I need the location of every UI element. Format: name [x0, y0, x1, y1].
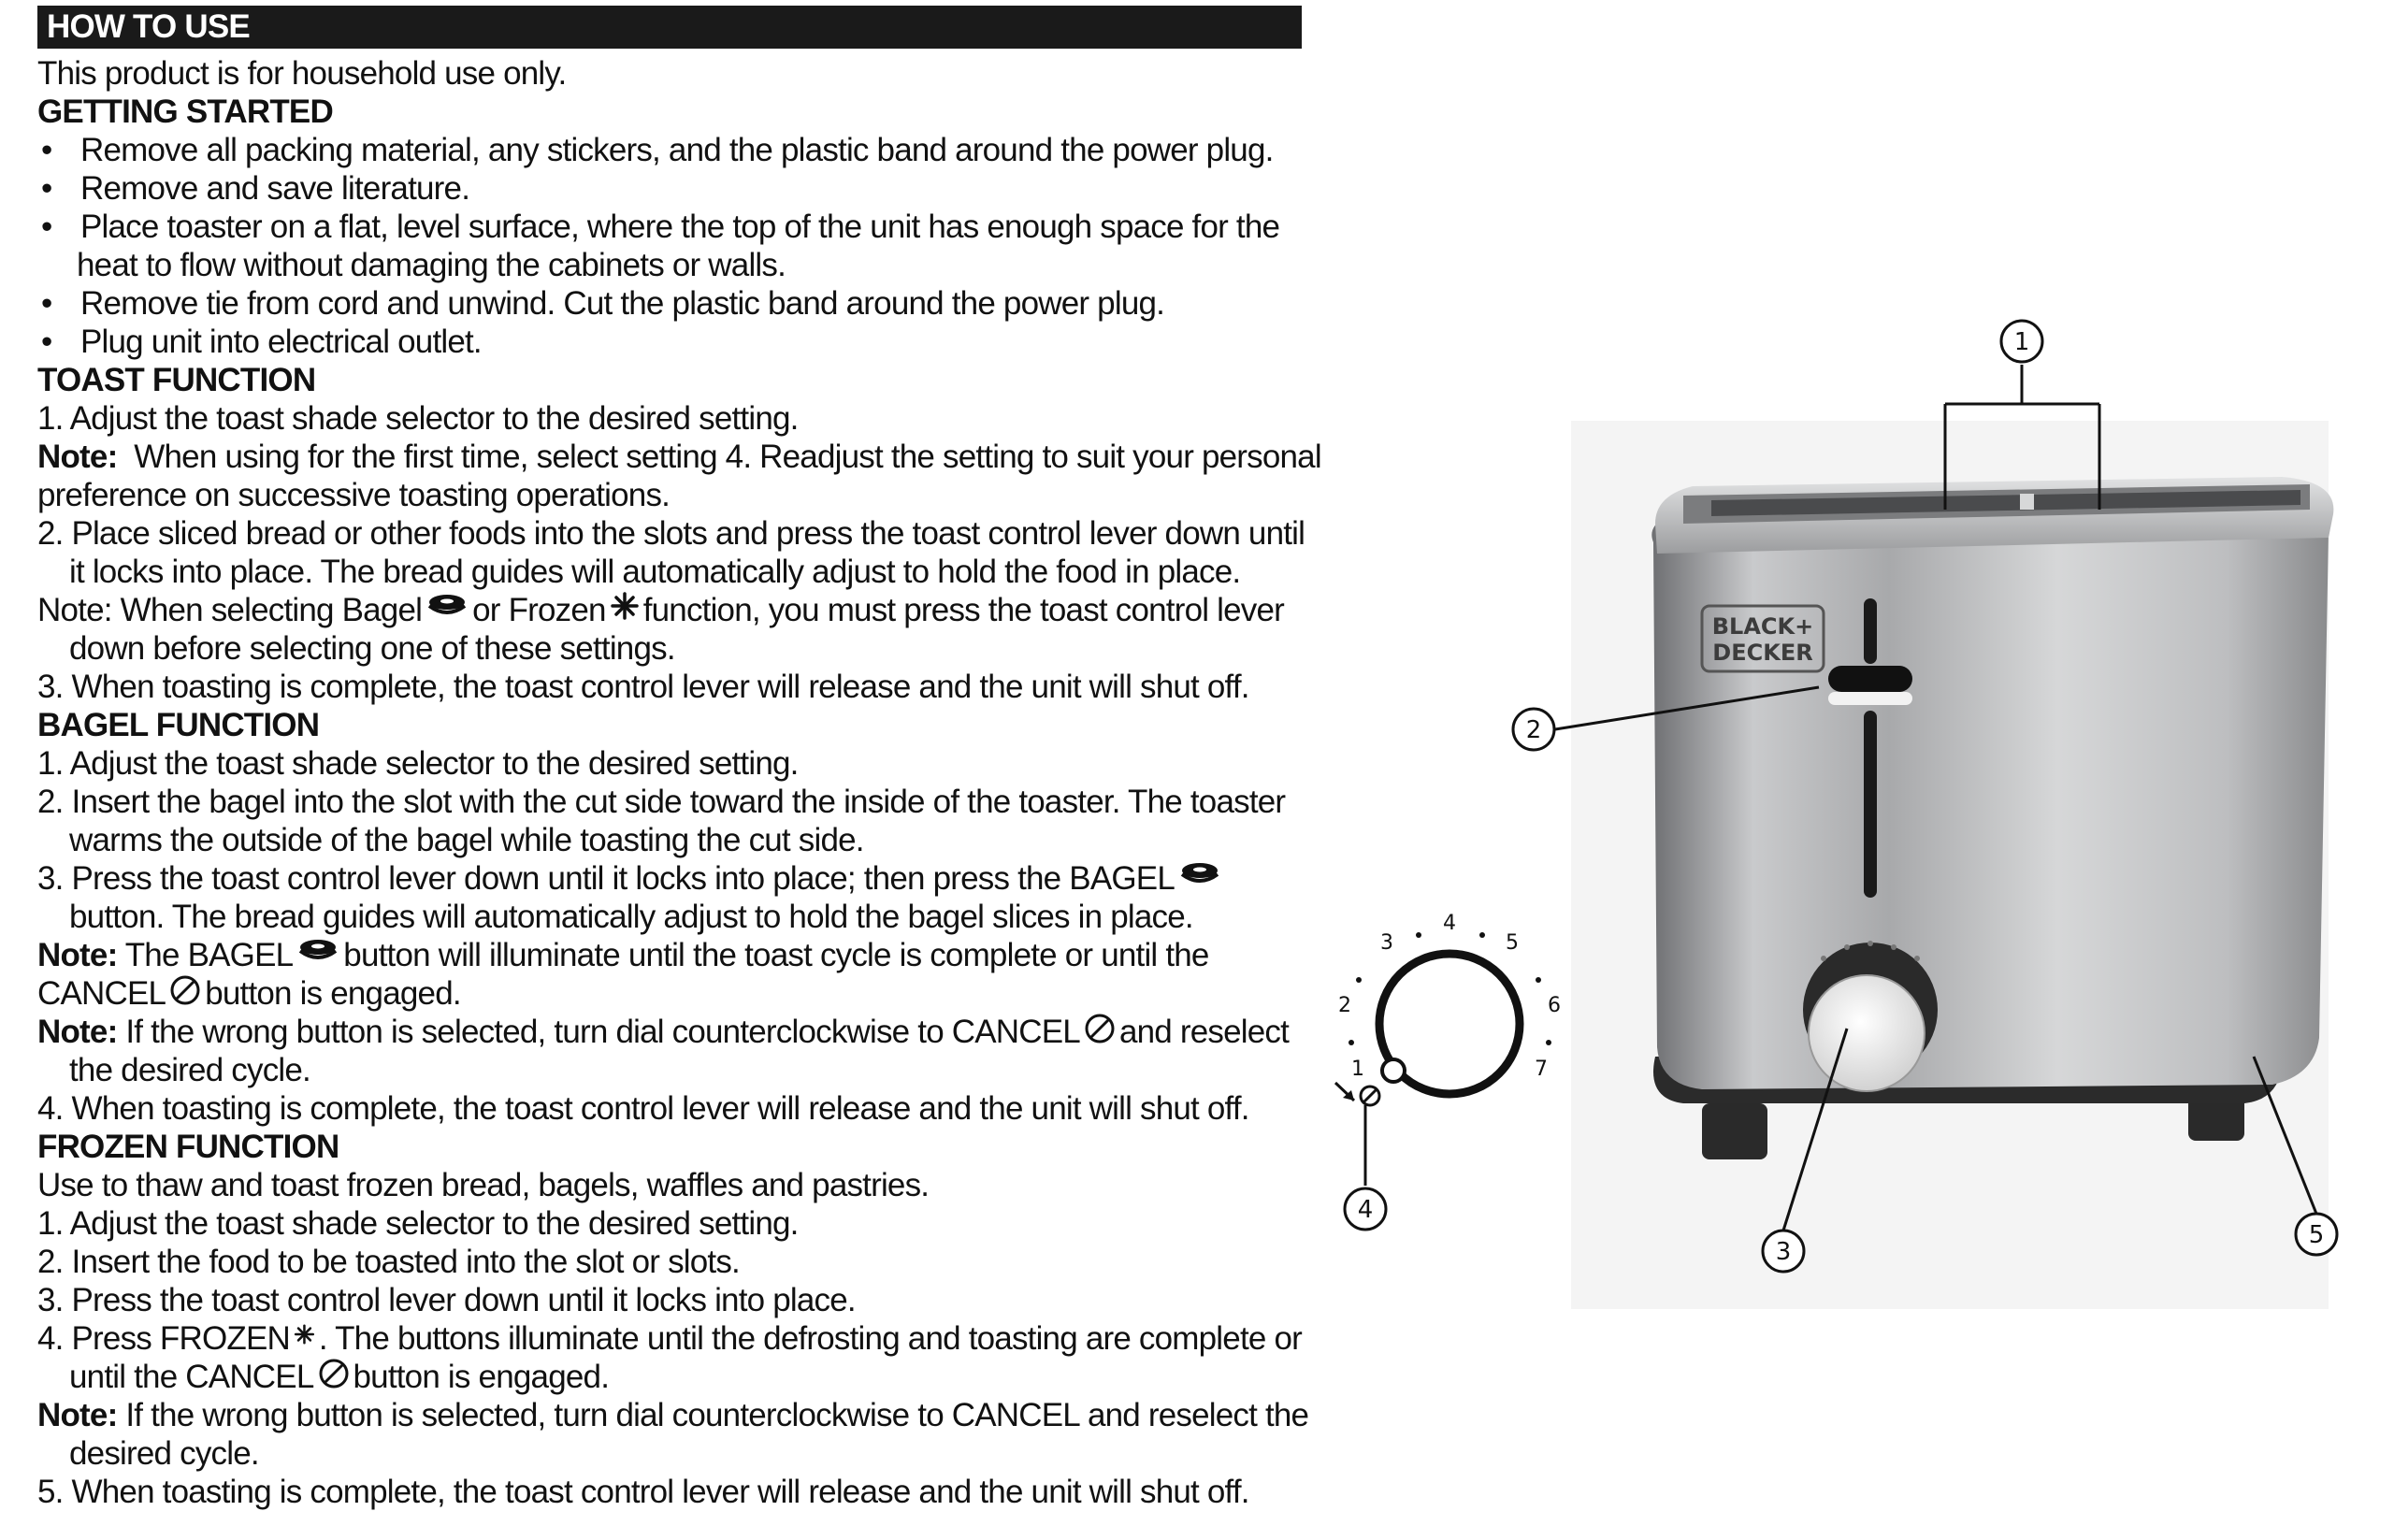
list-item: • Place toaster on a flat, level surface, where the top of the unit has enough space for the [37, 208, 1302, 246]
bagel-function-heading: BAGEL FUNCTION [37, 707, 320, 743]
list-item: • Remove tie from cord and unwind. Cut the plastic band around the power plug. [37, 284, 1302, 323]
list-item: • Remove and save literature. [37, 169, 1302, 208]
dial-number-4: 4 [1443, 912, 1456, 935]
list-item-continuation: heat to flow without damaging the cabinets or walls. [77, 247, 786, 283]
cancel-icon [169, 974, 201, 1006]
note-continuation: CANCEL button is engaged. [37, 975, 461, 1012]
step: 3. When toasting is complete, the toast control lever will release and the unit will shut off. [37, 669, 1249, 705]
toaster-diagram [1309, 309, 2385, 1318]
list-item: • Plug unit into electrical outlet. [37, 323, 1302, 361]
note: Note: When using for the first time, select setting 4. Readjust the setting to suit your personal [37, 439, 1321, 475]
svg-text:5: 5 [2308, 1221, 2325, 1249]
brand-logo-line1: BLACK+ [1711, 613, 1814, 640]
bagel-icon [1178, 859, 1221, 887]
note: Note: The BAGEL button will illuminate until the toast cycle is complete or until the [37, 937, 1209, 973]
toast-function-heading: TOAST FUNCTION [37, 362, 316, 398]
dial-number-1: 1 [1351, 1058, 1364, 1081]
bullet-icon: • [41, 324, 52, 360]
bagel-icon [425, 591, 469, 619]
getting-started-heading: GETTING STARTED [37, 94, 333, 130]
step: 4. When toasting is complete, the toast control lever will release and the unit will shut off. [37, 1090, 1249, 1127]
brand-logo-line2: DECKER [1712, 640, 1813, 666]
dial-number-6: 6 [1548, 994, 1561, 1017]
step-continuation: it locks into place. The bread guides will automatically adjust to hold the food in place. [69, 554, 1241, 590]
note: Note: When selecting Bagel or Frozen function, you must press the toast control lever [37, 592, 1284, 628]
bullet-icon: • [41, 170, 52, 207]
list-item: • Remove all packing material, any stickers, and the plastic band around the power plug. [37, 131, 1302, 169]
svg-text:1: 1 [2013, 328, 2030, 356]
callout-3 [1763, 1231, 1804, 1272]
callout-2 [1513, 709, 1554, 750]
frozen-intro: Use to thaw and toast frozen bread, bagels, waffles and pastries. [37, 1167, 930, 1203]
step: 1. Adjust the toast shade selector to the desired setting. [37, 745, 799, 782]
svg-text:2: 2 [1525, 716, 1542, 744]
step: 3. Press the toast control lever down until it locks into place. [37, 1282, 856, 1318]
svg-text:3: 3 [1775, 1238, 1792, 1266]
step-continuation: until the CANCEL button is engaged. [69, 1359, 610, 1395]
section-header: HOW TO USE [37, 6, 1302, 49]
intro-text: This product is for household use only. [37, 55, 567, 92]
toaster-photo [1571, 421, 2333, 1309]
dial-number-5: 5 [1506, 931, 1519, 955]
cancel-icon [318, 1358, 350, 1389]
bullet-icon: • [41, 209, 52, 245]
step: 3. Press the toast control lever down until it locks into place; then press the BAGEL [37, 859, 1302, 898]
dial-number-2: 2 [1338, 994, 1351, 1017]
step: 1. Adjust the toast shade selector to the desired setting. [37, 1205, 799, 1242]
step: 2. Insert the bagel into the slot with the cut side toward the inside of the toaster. The toaster [37, 784, 1286, 820]
note: Note: If the wrong button is selected, turn dial counterclockwise to CANCEL and reselect [37, 1014, 1290, 1050]
step: 2. Insert the food to be toasted into the slot or slots. [37, 1244, 740, 1280]
step: 4. Press FROZEN . The buttons illuminate until the defrosting and toasting are complete or [37, 1320, 1302, 1357]
dial-number-7: 7 [1535, 1058, 1548, 1081]
step: 2. Place sliced bread or other foods into the slots and press the toast control lever down until [37, 515, 1305, 552]
frozen-icon [610, 591, 640, 621]
step-continuation: button. The bread guides will automatically adjust to hold the bagel slices in place. [69, 899, 1193, 935]
callout-5 [2296, 1214, 2337, 1255]
shade-dial-diagram [1335, 912, 1561, 1105]
callout-4 [1345, 1188, 1386, 1230]
cancel-icon [1084, 1013, 1116, 1044]
cancel-icon [1361, 1087, 1379, 1105]
bullet-icon: • [41, 285, 52, 322]
frozen-icon [294, 1319, 315, 1349]
dial-number-3: 3 [1380, 931, 1393, 955]
svg-text:4: 4 [1357, 1196, 1374, 1224]
bagel-icon [296, 936, 339, 964]
instructions [37, 6, 1321, 1511]
step-continuation: warms the outside of the bagel while toasting the cut side. [69, 822, 864, 858]
note-continuation: preference on successive toasting operations. [37, 477, 671, 513]
note-continuation: the desired cycle. [69, 1052, 310, 1088]
frozen-function-heading: FROZEN FUNCTION [37, 1129, 339, 1165]
note: Note: If the wrong button is selected, turn dial counterclockwise to CANCEL and reselect the [37, 1397, 1309, 1433]
step: 5. When toasting is complete, the toast control lever will release and the unit will shut off. [37, 1474, 1249, 1510]
note-continuation: down before selecting one of these settings. [69, 630, 675, 667]
step: 1. Adjust the toast shade selector to the desired setting. [37, 400, 799, 437]
bullet-icon: • [41, 132, 52, 168]
note-continuation: desired cycle. [69, 1435, 259, 1472]
callout-1 [2001, 321, 2042, 362]
